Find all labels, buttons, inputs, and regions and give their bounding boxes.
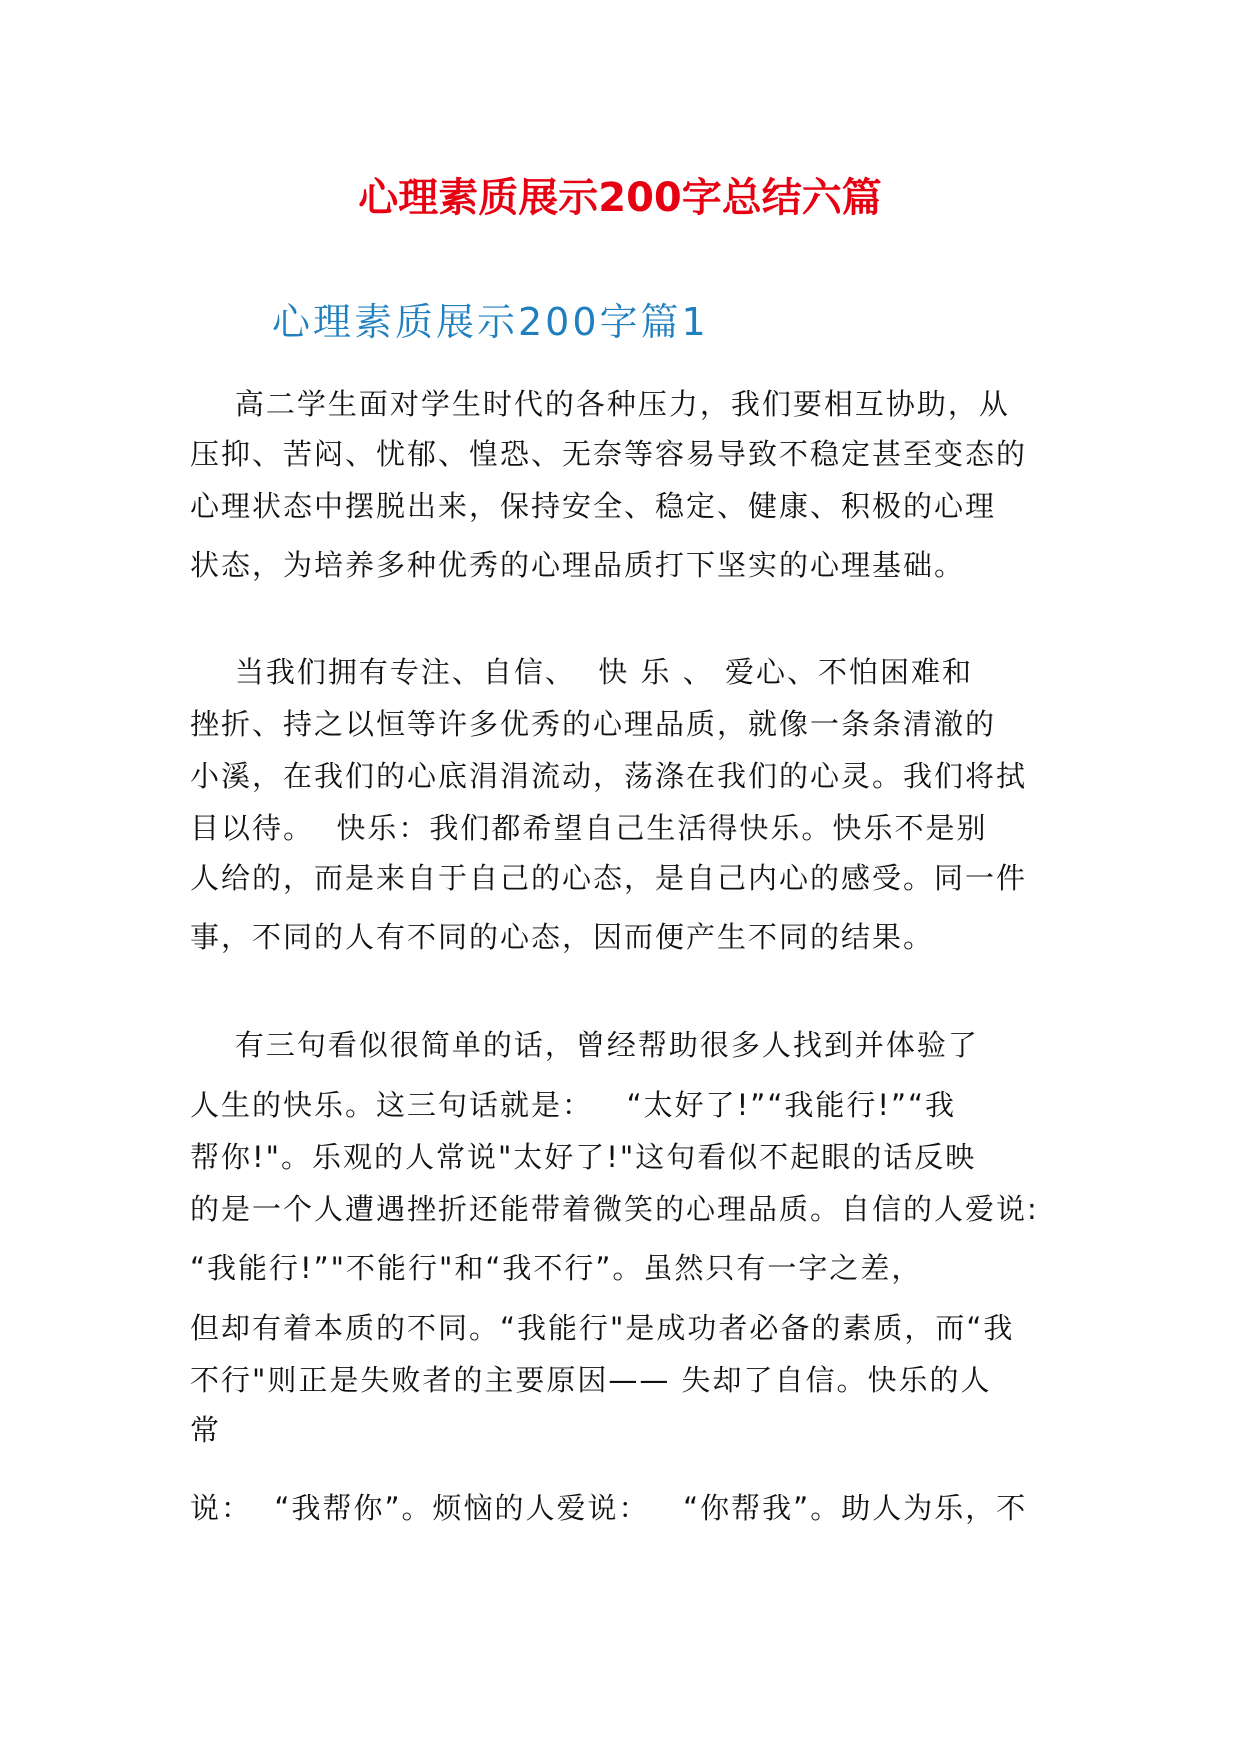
paragraph-1-line-2: 压抑、苦闷、忧郁、惶恐、无奈等容易导致不稳定甚至变态的 xyxy=(190,437,1028,471)
paragraph-2-line-6: 事，不同的人有不同的心态，因而便产生不同的结果。 xyxy=(190,920,935,954)
paragraph-2-line-5: 人给的，而是来自于自己的心态，是自己内心的感受。同一件 xyxy=(190,861,1028,895)
document-title: 心理素质展示200字总结六篇 xyxy=(358,175,882,221)
paragraph-3-line-1: 有三句看似很简单的话，曾经帮助很多人找到并体验了 xyxy=(190,1028,979,1062)
paragraph-3-line-6: 但却有着本质的不同。“我能行"是成功者必备的素质，而“我 xyxy=(190,1311,1015,1345)
paragraph-1-line-1: 高二学生面对学生时代的各种压力，我们要相互协助，从 xyxy=(190,387,1010,421)
paragraph-3-line-3: 帮你!"。乐观的人常说"太好了!"这句看似不起眼的话反映 xyxy=(190,1140,977,1174)
paragraph-2-line-4: 目以待。 快乐：我们都希望自己生活得快乐。快乐不是别 xyxy=(190,811,988,845)
paragraph-3-line-5: “我能行!”"不能行"和“我不行”。虽然只有一字之差， xyxy=(190,1251,923,1285)
paragraph-2-line-2: 挫折、持之以恒等许多优秀的心理品质，就像一条条清澈的 xyxy=(190,707,997,741)
paragraph-1-line-3: 心理状态中摆脱出来，保持安全、稳定、健康、积极的心理 xyxy=(190,489,997,523)
paragraph-3-line-2: 人生的快乐。这三句话就是： “太好了!”“我能行!”“我 xyxy=(190,1088,957,1122)
paragraph-3-line-9: 说： “我帮你”。烦恼的人爱说： “你帮我”。助人为乐，不 xyxy=(190,1491,1028,1525)
paragraph-1-line-4: 状态，为培养多种优秀的心理品质打下坚实的心理基础。 xyxy=(190,548,966,582)
paragraph-2-line-1: 当我们拥有专注、自信、 快 乐 、 爱心、不怕困难和 xyxy=(190,655,973,689)
paragraph-2-line-3: 小溪，在我们的心底涓涓流动，荡涤在我们的心灵。我们将拭 xyxy=(190,759,1028,793)
paragraph-3-line-8: 常 xyxy=(190,1413,222,1447)
paragraph-3-line-7: 不行"则正是失败者的主要原因—— 失却了自信。快乐的人 xyxy=(190,1363,992,1397)
section-heading: 心理素质展示200字篇1 xyxy=(272,300,709,344)
paragraph-3-line-4: 的是一个人遭遇挫折还能带着微笑的心理品质。自信的人爱说: xyxy=(190,1192,1039,1226)
